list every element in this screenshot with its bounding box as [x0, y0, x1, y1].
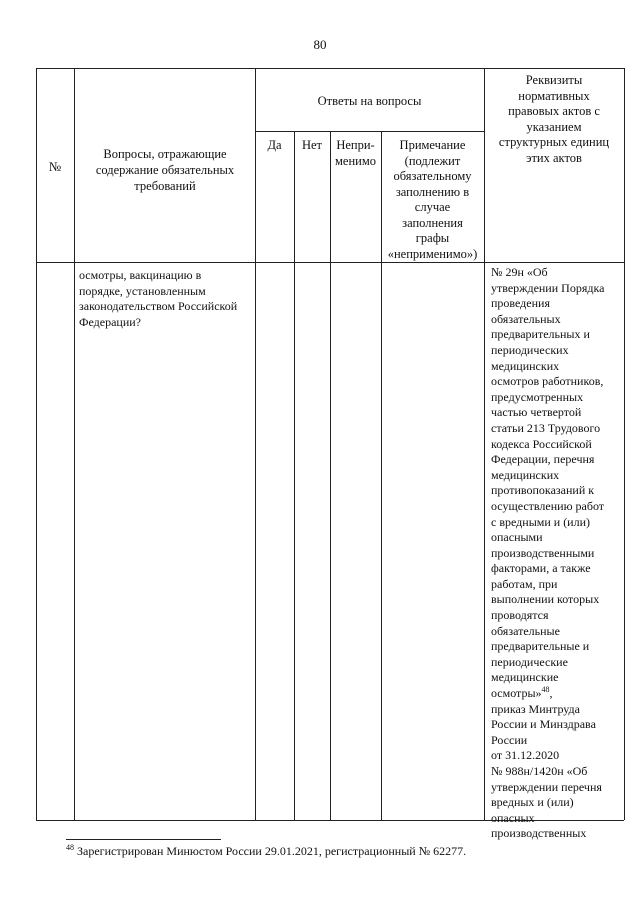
page-number: 80	[313, 37, 327, 52]
row-requisites	[491, 265, 615, 842]
row-question: осмотры, вакцинацию в порядке, установленным законодательством Российской Федерации?	[79, 268, 238, 329]
header-answers: Ответы на вопросы	[317, 94, 422, 108]
col-divider-num	[74, 68, 75, 820]
header-requisites: Реквизиты нормативных правовых актов с указанием структурных единиц этих актов	[498, 73, 610, 165]
table-border-left	[36, 68, 37, 820]
footnote-text: Зарегистрирован Минюстом России 29.01.2021, регистрационный № 62277.	[74, 844, 467, 858]
col-divider-questions	[255, 68, 256, 820]
header-note: Примечание (подлежит обязательному заполнению в случае заполнения графы «неприменимо»)	[387, 138, 478, 261]
footnote	[66, 844, 626, 858]
header-no: Нет	[301, 138, 323, 152]
requisites-order-988n: приказ Минтруда России и Минздрава России от 31.12.2020 № 988н/1420н «Об утверждении перечня вредных и (или) опасных производственных	[491, 701, 602, 841]
header-num: №	[48, 159, 62, 174]
header-questions: Вопросы, отражающие содержание обязательных требований	[95, 147, 235, 193]
header-yes: Да	[267, 138, 282, 152]
table-border-right	[624, 68, 625, 820]
requisites-comma: ,	[549, 686, 553, 701]
header-bottom-line	[36, 262, 624, 263]
answers-subheader-line	[255, 131, 484, 132]
col-divider-note	[484, 68, 485, 820]
requisites-order-29n: № 29н «Об утверждении Порядка проведения обязательных предварительных и периодических медицинских осмотров работников, предусмотренных частью четвертой статьи 213 Трудового кодекса Российской Федерации, перечня медицинских противопоказаний к осуществлению работ с вредными и (или) опасными производственными факторами, а также работам, при выполнении которых проводятся обязательные предварительные и периодические медицинские осмотры»	[491, 265, 605, 701]
footnote-separator	[66, 839, 221, 840]
col-divider-no	[330, 131, 331, 820]
footnote-ref-48: 48	[541, 685, 550, 695]
col-divider-yes	[294, 131, 295, 820]
table-border-top	[36, 68, 624, 69]
footnote-mark: 48	[66, 843, 74, 852]
header-not-applicable: Непри- менимо	[335, 138, 376, 168]
